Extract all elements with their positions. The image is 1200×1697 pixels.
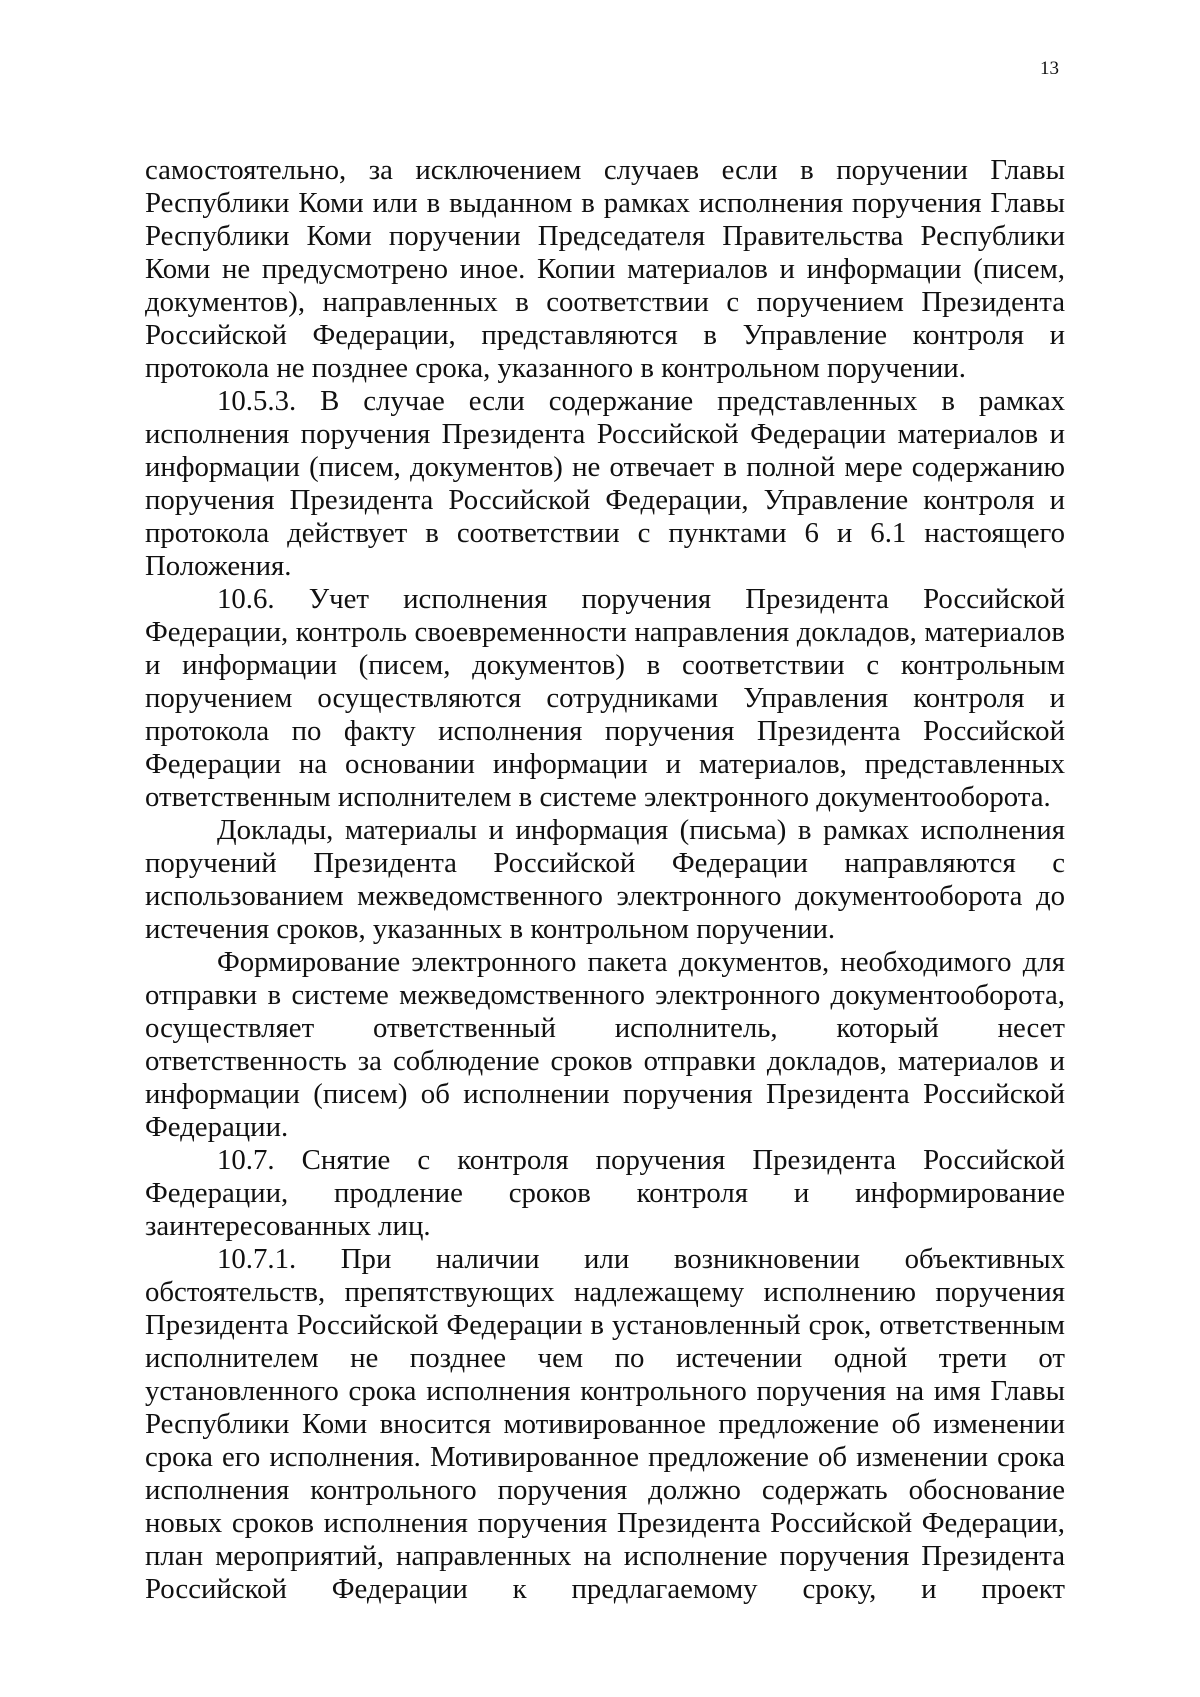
paragraph: Формирование электронного пакета документов, необходимого для отправки в системе межведомственного электронного документооборота, осуществляет ответственный исполнитель, который несет ответственность за соблюдение сроков отправки докладов, материалов и информации (писем) об исполнении поручения Президента Российской Федерации. [145, 946, 1065, 1143]
document-body [145, 154, 1065, 1606]
paragraph: 10.5.3. В случае если содержание представленных в рамках исполнения поручения Президента Российской Федерации материалов и информации (писем, документов) не отвечает в полной мере содержанию поручения Президента Российской Федерации, Управление контроля и протокола действует в соответствии с пунктами 6 и 6.1 настоящего Положения. [145, 385, 1065, 582]
paragraph: 10.7.1. При наличии или возникновении объективных обстоятельств, препятствующих надлежащему исполнению поручения Президента Российской Федерации в установленный срок, ответственным исполнителем не позднее чем по истечении одной трети от установленного срока исполнения контрольного поручения на имя Главы Республики Коми вносится мотивированное предложение об изменении срока его исполнения. Мотивированное предложение об изменении срока исполнения контрольного поручения должно содержать обоснование новых сроков исполнения поручения Президента Российской Федерации, план мероприятий, направленных на исполнение поручения Президента Российской Федерации к предлагаемому сроку, и проект [145, 1243, 1065, 1605]
paragraph: 10.6. Учет исполнения поручения Президента Российской Федерации, контроль своевременности направления докладов, материалов и информации (писем, документов) в соответствии с контрольным поручением осуществляются сотрудниками Управления контроля и протокола по факту исполнения поручения Президента Российской Федерации на основании информации и материалов, представленных ответственным исполнителем в системе электронного документооборота. [145, 583, 1065, 813]
paragraph: самостоятельно, за исключением случаев если в поручении Главы Республики Коми или в выданном в рамках исполнения поручения Главы Республики Коми поручении Председателя Правительства Республики Коми не предусмотрено иное. Копии материалов и информации (писем, документов), направленных в соответствии с поручением Президента Российской Федерации, представляются в Управление контроля и протокола не позднее срока, указанного в контрольном поручении. [145, 154, 1065, 384]
page-number: 13 [1040, 58, 1059, 79]
paragraph: Доклады, материалы и информация (письма) в рамках исполнения поручений Президента Российской Федерации направляются с использованием межведомственного электронного документооборота до истечения сроков, указанных в контрольном поручении. [145, 814, 1065, 945]
paragraph: 10.7. Снятие с контроля поручения Президента Российской Федерации, продление сроков контроля и информирование заинтересованных лиц. [145, 1144, 1065, 1242]
